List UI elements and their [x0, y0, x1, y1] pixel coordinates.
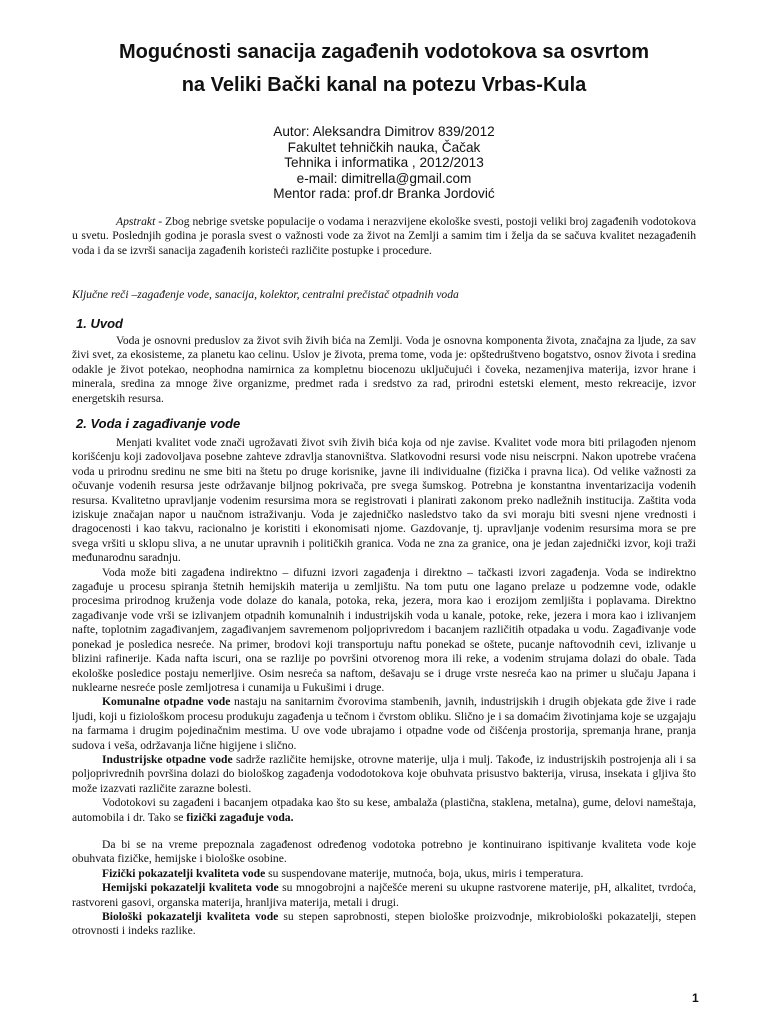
section-water-pollution-body [72, 436, 696, 939]
title-line-2: na Veliki Bački kanal na potezu Vrbas-Kula [181, 74, 587, 96]
keywords: Ključne reči –zagađenje vode, sanacija, kolektor, centralni prečistač otpadnih voda [72, 288, 459, 301]
paragraph: Voda može biti zagađena indirektno – difuzni izvori zagađenja i direktno – tačkasti izvori zagađenja. Voda se indirektno zagađuje u procesu spiranja štetnih hemijskih materija u zemljištu. Na tom putu one lagano prelaze u podzemne vode, odakle procesima prirodnog kruženja vode dolaze do kanala, potoka, reka, jezera, mora kao i erozijom zemljišta i poplavama. Direktno zagađivanje vode vrši se izlivanjem otpadnih komunalnih i industrijskih voda u kanale, potoke, reke, jezera i mora kao i izlivanjem nafte, toplotnim zagađivanjem, zagađivanjem savremenom poljoprivredom i bacanjem različitih otpadaka u vodu. Zagađivanje vode ponekad je posledica nesreće. Na primer, brodovi koji transportuju naftu ponekad se oštete, pucanje naftovodnih cevi, izlivanje u blizini rafinerije. Kada nafta iscuri, ona se razlije po površini otvorenog mora ili reke, a vodenim strujama dolazi do obale. Tada ekološke posledice postaju nemerljive. Osim nesreća sa naftom, dešavaju se i druge vrste nesreća kao na primer u slučaju Japana i nuklearne nesreće posle zemljotresa i cunamija u Fukušimi i druge. [72, 565, 696, 694]
section-heading-intro: 1. Uvod [76, 316, 123, 331]
paragraph-text: su mnogobrojni a najčešće mereni su ukupne rastvorene materije, pH, alkalitet, tvrdoća, rastvoreni gasovi, organska materija, hranljiva materija, metali i drugi. [72, 881, 696, 909]
page-number: 1 [692, 991, 699, 1005]
paragraph [72, 910, 696, 939]
document-page [72, 0, 696, 1024]
bold-term: Industrijske otpadne vode [102, 752, 233, 766]
paragraph-text: su stepen saprobnosti, stepen biološke proizvodnje, mikrobiološki pokazatelji, stepen otrovnosti i indeks razlike. [72, 910, 696, 938]
bold-term: Fizički pokazatelji kvaliteta vode [102, 866, 266, 880]
paragraph-text: nastaju na sanitarnim čvorovima stambenih, javnih, industrijskih i drugih objekata gde žive i rade ljudi, koji u fiziološkom procesu produkuju zagađenja u tečnom i čvrstom obliku. Slično je i sa domaćim životinjama koje se uzgajaju na farmama i drugim pojedinačnim mestima. U ove vode ubrajamo i otpadne vode od čišćenja prostorija, spremanja hrane, pranja sudova i veša, održavanja lične higijene i slično. [72, 695, 696, 752]
paragraph [72, 753, 696, 796]
abstract-label: Apstrakt - [116, 215, 166, 228]
paragraph [72, 796, 696, 825]
paragraph-text: sadrže različite hemijske, otrovne materije, ulja i mulj. Takođe, iz industrijskih postrojenja ali i sa poljoprivrednih površina dolazi do biološkog zagađenja vododotokova koje obuhvata prisustvo bakterija, virusa, insekata i gljiva što može izazvati različite zarazne bolesti. [72, 752, 696, 795]
paragraph-text: Vodotokovi su zagađeni i bacanjem otpadaka kao što su kese, ambalaža (plastična, staklena, metalna), gume, delovi nameštaja, automobila i dr. Tako se [72, 796, 696, 824]
bold-term: Komunalne otpadne vode [102, 695, 231, 709]
paragraph [72, 695, 696, 753]
paragraph [72, 881, 696, 910]
mentor: Mentor rada: prof.dr Branka Jordović [273, 186, 495, 202]
section-intro-body [72, 334, 696, 406]
faculty: Fakultet tehničkih nauka, Čačak [287, 139, 481, 155]
abstract-text: Zbog nebrige svetske populacije o vodama i nerazvijene ekološke svesti, postoji veliki broj zagađenih vodotokova u svetu. Poslednjih godina je porasla svest o važnosti vode za život na Zemlji a samim tim i želja da se sačuva kvalitet nezagađenih voda i da se izvrši sanacija zagađenih koristeći različite postupke i procedure. [72, 215, 696, 257]
title-line-1: Mogućnosti sanacija zagađenih vodotokova sa osvrtom [118, 41, 650, 63]
author-block [72, 124, 696, 202]
paragraph: Voda je osnovni preduslov za život svih živih bića na Zemlji. Voda je osnovna komponenta života, značajna za ljude, za sav živi svet, za ekosisteme, za planetu kao celinu. Uslov je života, prema tome, voda je: opštedruštveno bogatstvo, osnov života i sredina odakle je život potekao, neophodna namirnica za kompletnu biocenozu uključujući i čoveka, nezamenjiva materija, izvor hrane i minerala, sredina za mnoge žive organizme, predmet rada i sredstvo za rad, prirodni estetski element, mesto rekreacije, izvor energetskih resursa. [72, 334, 696, 405]
bold-term: Biološki pokazatelji kvaliteta vode [102, 910, 279, 923]
paper-title [72, 36, 696, 102]
paragraph-text: su suspendovane materije, mutnoća, boja, ukus, miris i temperatura. [265, 866, 584, 880]
paragraph [72, 867, 696, 881]
study-program: Tehnika i informatika , 2012/2013 [284, 155, 484, 171]
author-name: Autor: Aleksandra Dimitrov 839/2012 [273, 124, 495, 139]
email: e-mail: dimitrella@gmail.com [296, 170, 472, 186]
abstract [72, 215, 696, 258]
paragraph: Da bi se na vreme prepoznala zagađenost određenog vodotoka potrebno je kontinuirano ispitivanje kvaliteta vode koje obuhvata fizičke, hemijske i biološke osobine. [72, 837, 696, 866]
bold-term: fizički zagađuje voda. [186, 810, 294, 824]
paragraph: Menjati kvalitet vode znači ugrožavati život svih živih bića koja od nje zavise. Kvalitet vode mora biti prilagođen njenom korišćenju koji zadovoljava posebne zahteve zdravlja stanovništva. Slatkovodni resursi vode nisu neiscrpni. Nakon upotrebe vraćena voda u prirodnu sredinu ne sme biti na štetu po druge korisnike, javne ili individualne (fizička i pravna lica). Od velike važnosti za očuvanje vodenih resursa jeste održavanje biljnog pokrivača, pre svega šumskog. Potrebna je konstantna inventarizacija vodenih resursa. Kvalitetno upravljanje vodenim resursima mora se registrovati i planirati zakonom preko nadležnih institucija. Zaštita voda iziskuje značajan napor u naučnom istraživanju. Voda je zajedničko nasledstvo tako da svi moraju biti svesni njene vrednosti i dragocenosti i kao takvu, racionalno je koristiti i ekonomisati njome. Gazdovanje, tj. upravljanje vodenim resursima mora se pre svega vršiti u sklopu sliva, a ne unutar upravnih i političkih granica. Voda ne zna za granice, ona je jedan zajednički izvor, koji traži međunarodnu saradnju. [72, 436, 696, 565]
bold-term: Hemijski pokazatelji kvaliteta vode [102, 881, 279, 895]
section-heading-water-pollution: 2. Voda i zagađivanje vode [76, 416, 241, 431]
